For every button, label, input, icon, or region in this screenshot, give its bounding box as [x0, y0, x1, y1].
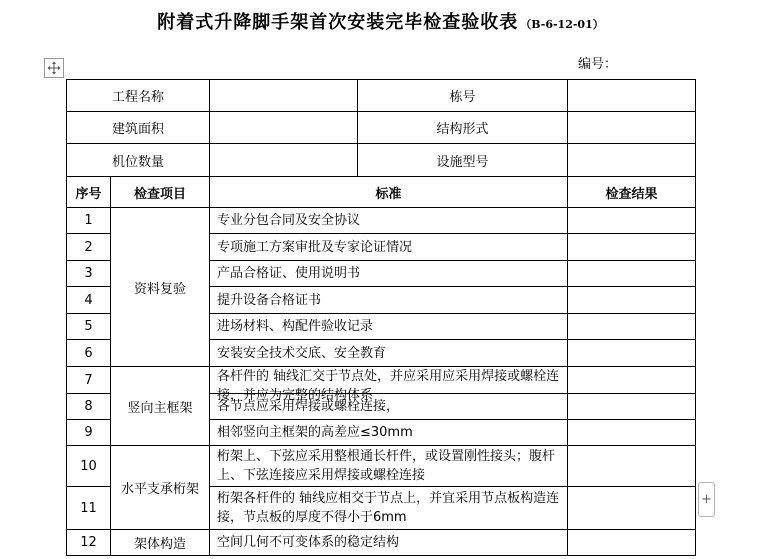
form-code: （B-6-12-01） — [520, 18, 604, 31]
group-docs: 资料复验 — [111, 208, 210, 367]
row-no: 11 — [67, 487, 111, 530]
label-unit-count: 机位数量 — [67, 144, 210, 177]
row-result[interactable] — [568, 394, 696, 420]
row-standard: 各节点应采用焊接或螺栓连接， — [210, 394, 568, 420]
value-project-name[interactable] — [210, 80, 358, 112]
row-standard: 专业分包合同及安全协议 — [210, 208, 568, 234]
row-result[interactable] — [568, 530, 696, 556]
value-unit-count[interactable] — [210, 144, 358, 177]
serial-number-label: 编号： — [578, 57, 618, 72]
inspection-table — [66, 79, 696, 556]
row-no: 8 — [67, 394, 111, 420]
row-result[interactable] — [568, 367, 696, 394]
row-standard: 空间几何不可变体系的稳定结构 — [210, 530, 568, 556]
row-no: 10 — [67, 446, 111, 487]
group-vertical-frame: 竖向主框架 — [111, 367, 210, 446]
row-result[interactable] — [568, 234, 696, 261]
row-result[interactable] — [568, 420, 696, 446]
row-no: 2 — [67, 234, 111, 261]
row-result[interactable] — [568, 340, 696, 367]
row-result[interactable] — [568, 287, 696, 314]
row-standard: 进场材料、构配件验收记录 — [210, 314, 568, 340]
row-result[interactable] — [568, 446, 696, 487]
row-result[interactable] — [568, 261, 696, 287]
row-standard-text: 各杆件的 轴线汇交于节点处，并应采用应采用焊接或螺栓连接，并应为完整的结构体系 — [217, 369, 560, 403]
row-no: 9 — [67, 420, 111, 446]
label-equipment-model: 设施型号 — [358, 144, 568, 177]
form-title-text: 附着式升降脚手架首次安装完毕检查验收表 — [157, 12, 519, 33]
row-standard: 产品合格证、使用说明书 — [210, 261, 568, 287]
table-move-handle[interactable] — [44, 58, 64, 78]
row-standard: 安装安全技术交底、安全教育 — [210, 340, 568, 367]
row-standard: 桁架各杆件的 轴线应相交于节点上，并宜采用节点板构造连接，节点板的厚度不得小于6mm — [210, 487, 568, 530]
label-building-area: 建筑面积 — [67, 112, 210, 144]
add-row-button[interactable] — [698, 482, 715, 517]
header-no: 序号 — [67, 177, 111, 208]
row-no: 12 — [67, 530, 111, 556]
row-standard: 提升设备合格证书 — [210, 287, 568, 314]
row-standard: 相邻竖向主框架的高差应≤30mm — [210, 420, 568, 446]
label-building-no: 栋号 — [358, 80, 568, 112]
value-building-area[interactable] — [210, 112, 358, 144]
row-no: 4 — [67, 287, 111, 314]
label-project-name: 工程名称 — [67, 80, 210, 112]
row-result[interactable] — [568, 487, 696, 530]
row-standard — [210, 367, 568, 403]
row-no: 7 — [67, 367, 111, 394]
header-standard: 标准 — [210, 177, 568, 208]
value-building-no[interactable] — [568, 80, 696, 112]
move-icon — [47, 61, 61, 75]
group-frame-structure: 架体构造 — [111, 530, 210, 556]
value-structure-type[interactable] — [568, 112, 696, 144]
header-item: 检查项目 — [111, 177, 210, 208]
row-result[interactable] — [568, 314, 696, 340]
form-title — [0, 8, 761, 34]
label-structure-type: 结构形式 — [358, 112, 568, 144]
row-standard: 桁架上、下弦应采用整根通长杆件，或设置刚性接头；腹杆上、下弦连接应采用焊接或螺栓连接 — [210, 446, 568, 487]
row-no: 6 — [67, 340, 111, 367]
header-result: 检查结果 — [568, 177, 696, 208]
row-result[interactable] — [568, 208, 696, 234]
plus-icon: + — [701, 492, 712, 507]
row-no: 3 — [67, 261, 111, 287]
row-no: 5 — [67, 314, 111, 340]
row-no: 1 — [67, 208, 111, 234]
row-standard: 专项施工方案审批及专家论证情况 — [210, 234, 568, 261]
group-horizontal-truss: 水平支承桁架 — [111, 446, 210, 530]
value-equipment-model[interactable] — [568, 144, 696, 177]
